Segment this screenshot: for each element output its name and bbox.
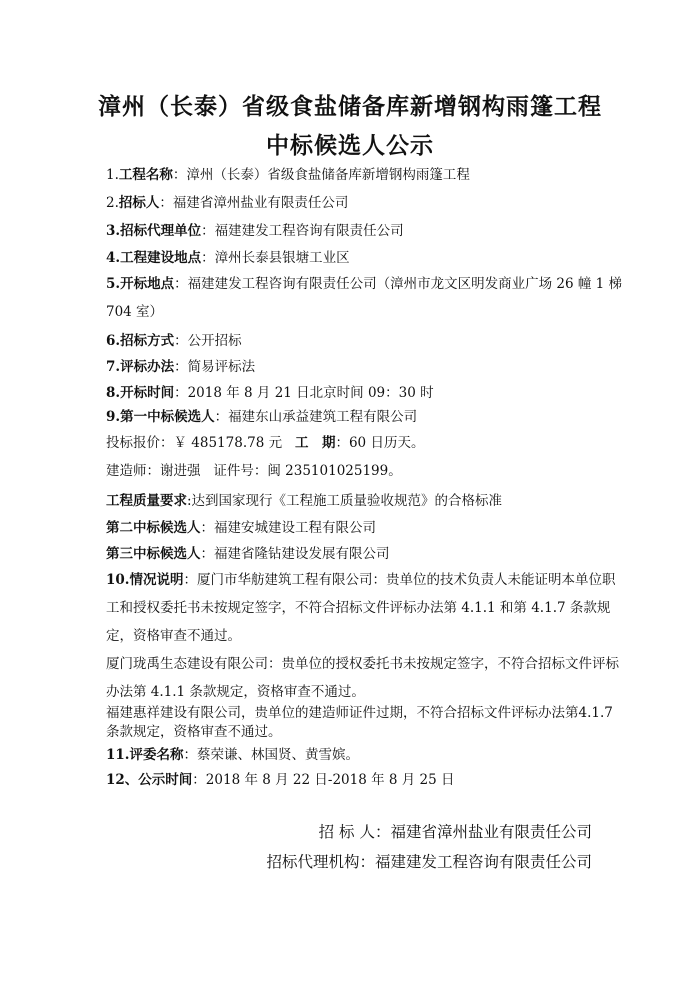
period-key: 工 期 [294, 435, 336, 451]
item-value: 简易评标法 [187, 359, 256, 375]
builder-line: 建造师：谢进强 证件号：闽 235101025199。 [106, 463, 402, 479]
item-value: 福建建发工程咨询有限责任公司（漳州市龙文区明发商业广场 26 幢 1 梯 704 室） [106, 276, 623, 320]
item-value: 福建东山承益建筑工程有限公司 [228, 409, 418, 425]
item-value: 2018 年 8 月 21 日北京时间 09：30 时 [187, 385, 434, 401]
item-location: 4.工程建设地点：漳州长泰县银塘工业区 [106, 250, 350, 266]
page-subtitle: 中标候选人公示 [266, 132, 434, 159]
item-opening-time: 8.开标时间：2018 年 8 月 21 日北京时间 09：30 时 [106, 385, 434, 401]
item-opening-place: 5.开标地点：福建建发工程咨询有限责任公司（漳州市龙文区明发商业广场 26 幢 1 梯 704 室） [106, 276, 623, 320]
item-value: 漳州长泰县银塘工业区 [214, 250, 350, 266]
item-value: 福建建发工程咨询有限责任公司 [214, 223, 404, 239]
item-value: 福建省漳州盐业有限责任公司 [172, 195, 349, 211]
quality-requirement: 工程质量要求:达到国家现行《工程施工质量验收规范》的合格标准 [106, 493, 503, 509]
situation-paragraph-3: 福建惠祥建设有限公司，贵单位的建造师证件过期，不符合招标文件评标办法第4.1.7条款规定，资格审查不通过。 [106, 705, 613, 740]
situation-paragraph-1: 10.情况说明：厦门市华舫建筑工程有限公司：贵单位的技术负责人未能证明本单位职工和授权委托书未按规定签字，不符合招标文件评标办法第 4.1.1 和第 4.1.7 条款规定，资格审查不通过。 [106, 572, 616, 644]
item-method: 6.招标方式：公开招标 [106, 333, 242, 349]
signature-tenderer: 招 标 人：福建省漳州盐业有限责任公司 [318, 823, 592, 841]
item-key: 第一中标候选人 [120, 409, 215, 425]
item-key: 招标人 [118, 195, 160, 211]
item-key: 评标办法 [120, 359, 175, 375]
signature-agency: 招标代理机构：福建建发工程咨询有限责任公司 [266, 853, 592, 871]
item-value: 漳州（长泰）省级食盐储备库新增钢构雨篷工程 [186, 167, 470, 183]
item-value: 公开招标 [187, 333, 242, 349]
item-key: 开标地点 [120, 276, 175, 292]
bid-price-line: 投标报价：￥ 485178.78 元 工 期：60 日历天。 [106, 435, 425, 451]
situation-paragraph-2: 厦门珑禹生态建设有限公司：贵单位的授权委托书未按规定签字，不符合招标文件评标办法第 4.1.1 条款规定，资格审查不通过。 [106, 656, 619, 700]
item-key: 招标方式 [120, 333, 175, 349]
item-first-candidate: 9.第一中标候选人：福建东山承益建筑工程有限公司 [106, 409, 418, 425]
item-key: 工程建设地点 [120, 250, 202, 266]
builder-name: 谢进强 [160, 463, 201, 479]
page-title: 漳州（长泰）省级食盐储备库新增钢构雨篷工程 [98, 93, 602, 120]
item-project-name: 1.工程名称：漳州（长泰）省级食盐储备库新增钢构雨篷工程 [106, 167, 470, 183]
item-key: 工程名称 [118, 167, 173, 183]
bid-price-value: ￥ 485178.78 元 [173, 435, 283, 451]
committee-members: 11.评委名称：蔡荣谦、林国贤、黄雪嫔。 [106, 747, 359, 763]
item-key: 招标代理单位 [120, 223, 202, 239]
item-agency: 3.招标代理单位：福建建发工程咨询有限责任公司 [106, 223, 404, 239]
second-candidate: 第二中标候选人：福建安城建设工程有限公司 [106, 520, 376, 536]
publicity-period: 12、公示时间：2018 年 8 月 22 日-2018 年 8 月 25 日 [106, 772, 455, 788]
cert-number: 闽 235101025199。 [267, 463, 402, 479]
third-candidate: 第三中标候选人：福建省隆钻建设发展有限公司 [106, 546, 390, 562]
item-tenderer: 2.招标人：福建省漳州盐业有限责任公司 [106, 195, 349, 211]
item-evaluation: 7.评标办法：简易评标法 [106, 359, 256, 375]
item-key: 开标时间 [120, 385, 175, 401]
period-value: ：60 日历天。 [335, 435, 425, 451]
